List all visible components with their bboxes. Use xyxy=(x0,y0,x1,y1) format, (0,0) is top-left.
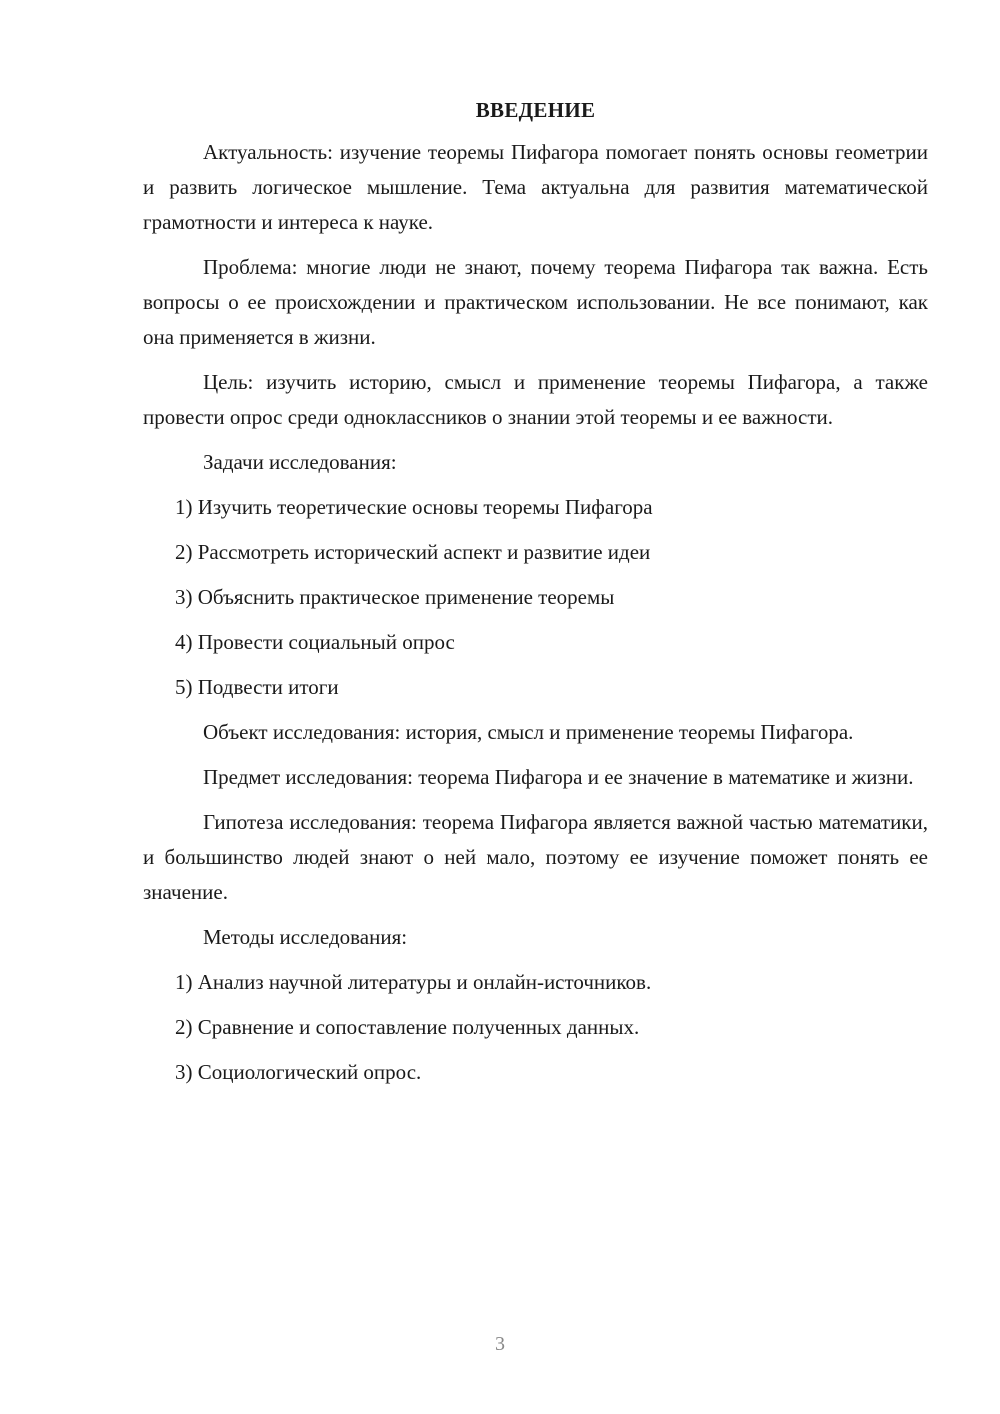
method-item: 2) Сравнение и сопоставление полученных данных. xyxy=(175,1015,640,1039)
page-content xyxy=(143,95,928,1100)
subject-paragraph: Предмет исследования: теорема Пифагора и ее значение в математике и жизни. xyxy=(203,765,914,789)
tasks-list xyxy=(143,490,928,705)
task-item: 5) Подвести итоги xyxy=(175,675,339,699)
problem-paragraph: Проблема: многие люди не знают, почему теорема Пифагора так важна. Есть вопросы о ее происхождении и практическом использовании. Не все понимают, как она применяется в жизни. xyxy=(143,255,928,349)
section-title: ВВЕДЕНИЕ xyxy=(475,98,596,122)
hypothesis-paragraph: Гипотеза исследования: теорема Пифагора является важной частью математики, и большинство людей знают о ней мало, поэтому ее изучение поможет понять ее значение. xyxy=(143,810,928,904)
methods-list xyxy=(143,965,928,1090)
relevance-paragraph: Актуальность: изучение теоремы Пифагора помогает понять основы геометрии и развить логическое мышление. Тема актуальна для развития математической грамотности и интереса к науке. xyxy=(143,140,928,234)
task-item: 2) Рассмотреть исторический аспект и развитие идеи xyxy=(175,540,651,564)
goal-paragraph: Цель: изучить историю, смысл и применение теоремы Пифагора, а также провести опрос среди одноклассников о знании этой теоремы и ее важности. xyxy=(143,370,928,429)
page-number: 3 xyxy=(495,1333,505,1355)
object-paragraph: Объект исследования: история, смысл и применение теоремы Пифагора. xyxy=(203,720,854,744)
task-item: 1) Изучить теоретические основы теоремы Пифагора xyxy=(175,495,653,519)
method-item: 1) Анализ научной литературы и онлайн-источников. xyxy=(175,970,652,994)
task-item: 4) Провести социальный опрос xyxy=(175,630,455,654)
tasks-heading: Задачи исследования: xyxy=(203,450,397,474)
methods-heading: Методы исследования: xyxy=(203,925,408,949)
method-item: 3) Социологический опрос. xyxy=(175,1060,422,1084)
task-item: 3) Объяснить практическое применение теоремы xyxy=(175,585,615,609)
